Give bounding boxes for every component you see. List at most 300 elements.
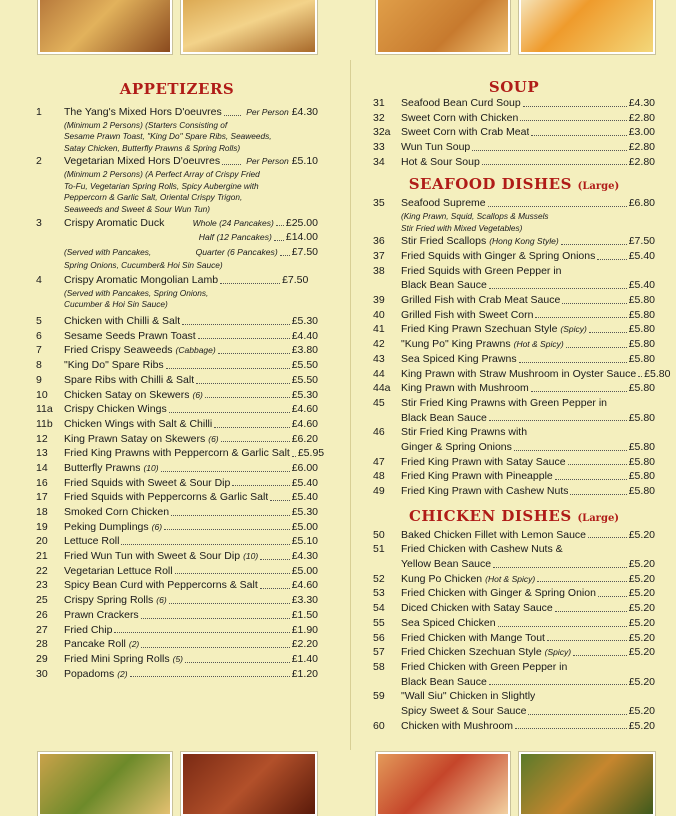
item-name: Sesame Seeds Prawn Toast [64, 329, 196, 342]
menu-item [36, 314, 318, 329]
item-name: Wun Tun Soup [401, 141, 471, 154]
item-price: £5.20 [628, 675, 655, 688]
menu-item [373, 196, 655, 211]
right-column [373, 78, 671, 733]
menu-item-continued [373, 411, 655, 426]
item-description: Spring Onions, Cucumber& Hoi Sin Sauce) [64, 259, 223, 270]
item-number: 40 [373, 308, 385, 321]
item-name: Fried Chicken with Green Pepper in [401, 660, 568, 673]
item-price: £5.80 [628, 323, 655, 336]
item-price: £25.00 [285, 216, 318, 229]
item-description: Satay Chicken, Butterfly Prawns & Spring Rolls) [64, 142, 241, 153]
item-name: Smoked Corn Chicken [64, 506, 170, 518]
menu-item [36, 329, 318, 344]
seafood-list [373, 455, 655, 499]
item-number: 10 [36, 388, 48, 401]
item-price: £5.80 [628, 382, 655, 395]
menu-item [373, 396, 655, 411]
menu-item [36, 593, 318, 608]
item-price: £6.80 [628, 197, 655, 210]
item-note: (Spicy) [544, 647, 572, 658]
item-number: 13 [36, 447, 48, 460]
item-price: £4.60 [291, 417, 318, 430]
item-number: 20 [36, 535, 48, 548]
item-name: Grilled Fish with Crab Meat Sauce [401, 294, 561, 307]
item-number: 59 [373, 690, 385, 703]
item-price: £3.30 [291, 594, 318, 607]
menu-item [373, 96, 655, 111]
item-number: 23 [36, 579, 48, 592]
item-price: £5.80 [628, 440, 655, 453]
item-number: 22 [36, 564, 48, 577]
item-number: 44a [373, 382, 391, 395]
item-name: Fried Crispy Seaweeds [64, 344, 173, 357]
item-number: 11b [36, 417, 53, 430]
item-price: £5.20 [628, 646, 655, 659]
item-note: (2) [117, 668, 128, 679]
item-name: The Yang's Mixed Hors D'oeuvres [64, 106, 222, 118]
item-price: £4.30 [291, 106, 318, 118]
item-description: (King Prawn, Squid, Scallops & Mussels [401, 211, 549, 222]
item-number: 58 [373, 660, 385, 673]
item-number: 2 [36, 155, 42, 168]
item-name: Fried King Prawn Szechuan Style [401, 323, 558, 336]
soup-heading: SOUP [488, 78, 540, 96]
item-number: 16 [36, 476, 48, 489]
menu-item [373, 337, 655, 352]
item-number: 5 [36, 315, 42, 328]
item-name: Chicken with Mushroom [401, 719, 514, 732]
item-description: Cucumber & Hoi Sin Sauce) [64, 299, 168, 310]
menu-item [373, 455, 655, 470]
item-number: 42 [373, 338, 385, 351]
menu-item [373, 645, 655, 660]
item-price: £2.80 [628, 111, 655, 124]
menu-item [36, 373, 318, 388]
item-price: £5.40 [291, 491, 318, 504]
menu-item [36, 608, 318, 623]
item-name: Fried King Prawn with Satay Sauce [401, 455, 566, 468]
item-number: 35 [373, 197, 385, 210]
item-number: 36 [373, 235, 385, 248]
item-number: 57 [373, 646, 385, 659]
item-price: £5.20 [628, 587, 655, 600]
seafood-list [373, 293, 671, 396]
item-name: "Kung Po" King Prawns [401, 338, 511, 351]
item-price: £5.10 [291, 155, 318, 168]
menu-item [36, 273, 318, 288]
item-name: Peking Dumplings [64, 520, 149, 533]
menu-item [373, 140, 655, 155]
item-number: 47 [373, 455, 385, 468]
item-number: 6 [36, 329, 42, 342]
menu-item [36, 154, 318, 169]
item-name: Diced Chicken with Satay Sauce [401, 602, 553, 615]
item-name: "King Do" Spare Ribs [64, 359, 164, 372]
menu-item [36, 432, 318, 447]
item-number: 26 [36, 608, 48, 621]
menu-item [36, 446, 325, 461]
menu-item [36, 667, 318, 682]
item-note: (10) [243, 551, 259, 562]
menu-item [36, 343, 318, 358]
item-note: (10) [143, 462, 159, 473]
item-name: Fried King Prawn with Cashew Nuts [401, 485, 569, 497]
item-price: £7.50 [628, 235, 655, 248]
item-price: £5.40 [628, 250, 655, 262]
item-price: £3.80 [291, 344, 318, 357]
item-price: £5.80 [628, 338, 655, 351]
item-name: Vegetarian Mixed Hors D'oeuvres [64, 155, 221, 168]
item-price: £4.30 [291, 550, 318, 563]
item-price: £5.40 [628, 279, 655, 292]
menu-item [373, 719, 655, 734]
menu-item-continued [373, 675, 655, 690]
item-price: £5.30 [291, 315, 318, 328]
menu-item [373, 322, 655, 337]
menu-item [36, 505, 318, 520]
menu-item [36, 461, 318, 476]
menu-item-continued [373, 704, 655, 719]
appetizer-list [36, 314, 325, 681]
item-name: Fried Squids with Green Pepper in [401, 264, 562, 277]
item-number: 9 [36, 373, 42, 386]
section-size: (Large) [577, 512, 620, 524]
menu-item [373, 308, 655, 323]
item-price: £5.30 [291, 506, 318, 518]
menu-item [36, 216, 318, 231]
item-name: Fried Squids with Peppercorns & Garlic Salt [64, 491, 269, 504]
item-name: Yellow Bean Sauce [401, 558, 492, 571]
menu-item [373, 660, 655, 675]
item-note: (Hot & Spicy) [485, 573, 536, 584]
item-name: Fried Mini Spring Rolls [64, 652, 170, 665]
item-price: £5.20 [628, 558, 655, 571]
item-name: Fried King Prawns with Peppercorn & Garlic Salt [64, 447, 290, 460]
item-price: £5.80 [644, 367, 671, 380]
item-name: Grilled Fish with Sweet Corn [401, 308, 534, 321]
item-price: £5.30 [291, 388, 318, 401]
item-description: Sesame Prawn Toast, "King Do" Spare Ribs, Seaweeds, [64, 131, 272, 142]
item-description: (Served with Pancakes, Spring Onions, [64, 287, 209, 298]
item-price: £5.80 [628, 411, 655, 424]
menu-item [373, 293, 655, 308]
item-number: 12 [36, 432, 48, 445]
menu-item-continued [373, 440, 655, 455]
menu-item [373, 234, 655, 249]
item-price: £5.80 [628, 455, 655, 468]
item-price: £4.60 [291, 579, 318, 592]
item-name: Kung Po Chicken [401, 572, 483, 585]
item-number: 3 [36, 216, 42, 229]
menu-item [373, 631, 655, 646]
food-photo [519, 752, 655, 816]
item-price: £5.10 [291, 535, 318, 548]
item-number: 50 [373, 528, 385, 541]
item-price: £5.40 [291, 476, 318, 489]
menu-item [36, 623, 318, 638]
section-size: (Large) [577, 181, 620, 193]
seafood-heading [373, 175, 655, 193]
item-name: Popadoms [64, 667, 115, 680]
item-name: Chicken Wings with Salt & Chilli [64, 417, 213, 430]
item-price: £5.50 [291, 359, 318, 372]
menu-item [373, 528, 655, 543]
section-title: CHICKEN DISHES [408, 506, 572, 525]
item-name: Fried Squids with Ginger & Spring Onions [401, 250, 596, 262]
item-price: £3.00 [628, 126, 655, 139]
item-number: 54 [373, 602, 385, 615]
menu-item [373, 484, 655, 499]
item-name: Fried Chicken with Mange Tout [401, 631, 545, 644]
item-name: Crispy Aromatic Duck [64, 216, 165, 229]
item-name: Black Bean Sauce [401, 279, 487, 292]
item-number: 44 [373, 367, 385, 380]
item-number: 4 [36, 274, 42, 287]
item-name: Fried King Prawn with Pineapple [401, 470, 553, 483]
item-name: Chicken with Chilli & Salt [64, 315, 181, 328]
item-number: 43 [373, 352, 385, 365]
menu-item [373, 111, 655, 126]
item-number: 55 [373, 616, 385, 629]
food-photo [181, 0, 317, 54]
item-number: 39 [373, 294, 385, 307]
item-number: 18 [36, 506, 48, 518]
item-price: £5.80 [628, 470, 655, 483]
menu-item [373, 616, 655, 631]
item-price: £5.20 [628, 616, 655, 629]
menu-item [373, 155, 655, 170]
item-number: 46 [373, 426, 385, 439]
item-note: Per Person [246, 107, 289, 117]
item-note: (6) [156, 595, 167, 606]
item-number: 48 [373, 470, 385, 483]
item-description: Stir Fried with Mixed Vegetables) [401, 222, 523, 233]
item-number: 31 [373, 97, 385, 109]
menu-item [36, 358, 318, 373]
item-note: (5) [172, 653, 184, 664]
item-price: £5.95 [297, 447, 325, 460]
item-note: (Hot & Spicy) [513, 339, 564, 350]
menu-item [36, 388, 318, 403]
item-number: 21 [36, 550, 48, 563]
item-price: £14.00 [285, 231, 318, 244]
menu-item [36, 402, 318, 417]
item-name: Fried Wun Tun with Sweet & Sour Dip [64, 550, 241, 563]
menu-item [36, 417, 318, 432]
menu-item-continued [373, 278, 655, 293]
item-price: £5.20 [628, 719, 655, 732]
menu-item-option [36, 230, 318, 245]
item-name: Hot & Sour Soup [401, 155, 480, 168]
food-photo [376, 752, 510, 816]
item-name: Butterfly Prawns [64, 461, 141, 474]
menu-item [373, 125, 655, 140]
item-note: (6) [208, 433, 219, 444]
item-price: £4.40 [291, 329, 318, 342]
item-name: Seafood Supreme [401, 197, 486, 210]
item-name: King Prawn with Mushroom [401, 382, 529, 395]
menu-item-option [36, 245, 318, 260]
item-name: Crispy Spring Rolls [64, 594, 154, 607]
item-price: £7.50 [282, 274, 309, 287]
menu-item [36, 476, 318, 491]
food-photo [181, 752, 317, 816]
item-option: Whole (24 Pancakes) [192, 217, 274, 228]
item-price: £2.20 [291, 638, 318, 651]
menu-item [36, 105, 318, 120]
item-price: £5.80 [628, 308, 655, 321]
item-price: £5.20 [628, 528, 655, 541]
item-number: 14 [36, 461, 48, 474]
item-name: Stir Fried Scallops [401, 235, 487, 248]
item-price: £5.20 [628, 631, 655, 644]
item-name: Chicken Satay on Skewers [64, 388, 190, 401]
item-name: Lettuce Roll [64, 535, 120, 548]
item-name: Spicy Sweet & Sour Sauce [401, 704, 527, 717]
item-note: (6) [192, 389, 203, 400]
item-number: 1 [36, 106, 42, 118]
item-name: Fried Squids with Sweet & Sour Dip [64, 476, 231, 489]
menu-item [373, 586, 655, 601]
item-name: Baked Chicken Fillet with Lemon Sauce [401, 528, 587, 541]
item-option: Half (12 Pancakes) [198, 232, 272, 243]
menu-item [36, 564, 318, 579]
item-price: £2.80 [628, 141, 655, 154]
item-number: 7 [36, 344, 42, 357]
food-photo [376, 0, 510, 54]
menu-item [36, 549, 318, 564]
soup-list [373, 96, 655, 169]
item-number: 51 [373, 543, 385, 556]
item-name: Sweet Corn with Chicken [401, 111, 519, 124]
menu-item [373, 572, 655, 587]
item-name: Stir Fried King Prawns with [401, 426, 528, 439]
appetizers-heading: APPETIZERS [119, 80, 235, 98]
menu-item-continued [373, 557, 655, 572]
item-number: 45 [373, 396, 385, 409]
item-number: 49 [373, 485, 385, 497]
item-number: 52 [373, 572, 385, 585]
menu-item [373, 367, 671, 382]
item-name: Sea Spiced Chicken [401, 616, 496, 629]
chicken-list [373, 572, 655, 660]
item-price: £2.80 [628, 155, 655, 168]
item-note: (2) [128, 639, 140, 650]
item-number: 19 [36, 520, 48, 533]
item-name: Prawn Crackers [64, 608, 139, 621]
item-name: Fried Chicken with Cashew Nuts & [401, 543, 563, 556]
item-note: (Cabbage) [175, 345, 216, 356]
menu-item [373, 469, 655, 484]
item-number: 32 [373, 111, 385, 124]
item-note: (Hong Kong Style) [489, 236, 559, 247]
menu-item [373, 381, 655, 396]
menu-item [373, 264, 655, 279]
item-description: (Minimum 2 Persons) (Starters Consisting of [64, 119, 228, 130]
item-name: Fried Chicken with Ginger & Spring Onion [401, 587, 596, 600]
item-name: Vegetarian Lettuce Roll [64, 564, 173, 577]
item-name: Fried Chip [64, 623, 113, 636]
item-number: 53 [373, 587, 385, 600]
item-number: 27 [36, 623, 48, 636]
item-price: £5.80 [628, 352, 655, 365]
item-price: £5.20 [628, 704, 655, 717]
menu-item [36, 520, 318, 535]
item-name: Pancake Roll [64, 638, 126, 651]
menu-item [36, 490, 318, 505]
item-price: £1.20 [291, 667, 318, 680]
item-price: £1.90 [291, 623, 318, 636]
item-number: 17 [36, 491, 48, 504]
item-option: Quarter (6 Pancakes) [195, 246, 278, 257]
item-description: (Minimum 2 Persons) (A Perfect Array of Crispy Fried [64, 169, 260, 180]
item-name: Black Bean Sauce [401, 675, 487, 688]
item-number: 30 [36, 667, 48, 680]
column-divider [350, 60, 351, 750]
item-description: To-Fu, Vegetarian Spring Rolls, Spicy Aubergine with [64, 180, 259, 191]
item-price: £1.50 [291, 608, 318, 621]
menu-item [373, 352, 655, 367]
item-number: 11a [36, 403, 53, 416]
item-number: 32a [373, 126, 391, 139]
item-number: 28 [36, 638, 48, 651]
item-price: £6.20 [291, 432, 318, 445]
seafood-list [373, 234, 655, 263]
chicken-heading [373, 507, 655, 525]
item-description: Peppercorn & Garlic Salt, Oriental Crispy Trigon, [64, 192, 243, 203]
item-number: 37 [373, 250, 385, 262]
item-description: (Served with Pancakes, [64, 246, 152, 257]
item-number: 38 [373, 264, 385, 277]
item-name: Sweet Corn with Crab Meat [401, 126, 530, 139]
item-name: Crispy Aromatic Mongolian Lamb [64, 274, 219, 287]
item-number: 41 [373, 323, 385, 336]
item-description: Seaweeds and Sweet & Sour Wun Tun) [64, 203, 211, 214]
item-price: £6.00 [291, 461, 318, 474]
item-number: 25 [36, 594, 48, 607]
menu-item [36, 578, 318, 593]
item-name: Fried Chicken Szechuan Style [401, 646, 542, 659]
menu-item [373, 425, 655, 440]
menu-item [36, 652, 318, 667]
item-price: £7.50 [291, 245, 318, 258]
item-number: 8 [36, 359, 42, 372]
item-price: £5.20 [628, 572, 655, 585]
item-name: Spare Ribs with Chilli & Salt [64, 373, 195, 386]
item-price: £4.30 [628, 97, 655, 109]
item-price: £5.00 [291, 564, 318, 577]
item-price: £5.50 [291, 373, 318, 386]
food-photo [38, 0, 172, 54]
item-name: "Wall Siu" Chicken in Slightly [401, 690, 536, 703]
menu-item [36, 637, 318, 652]
item-price: £5.00 [291, 520, 318, 533]
menu-item [373, 601, 655, 616]
menu-item [373, 249, 655, 264]
item-name: Stir Fried King Prawns with Green Pepper in [401, 396, 608, 409]
item-number: 29 [36, 652, 48, 665]
item-name: Sea Spiced King Prawns [401, 352, 517, 365]
item-name: Spicy Bean Curd with Peppercorns & Salt [64, 579, 258, 592]
item-note: (Spicy) [560, 324, 587, 335]
item-name: King Prawn Satay on Skewers [64, 432, 206, 445]
item-number: 33 [373, 141, 385, 154]
item-price: £4.60 [291, 403, 318, 416]
item-name: Seafood Bean Curd Soup [401, 97, 521, 109]
item-name: Ginger & Spring Onions [401, 440, 512, 453]
item-note: (6) [151, 521, 163, 532]
